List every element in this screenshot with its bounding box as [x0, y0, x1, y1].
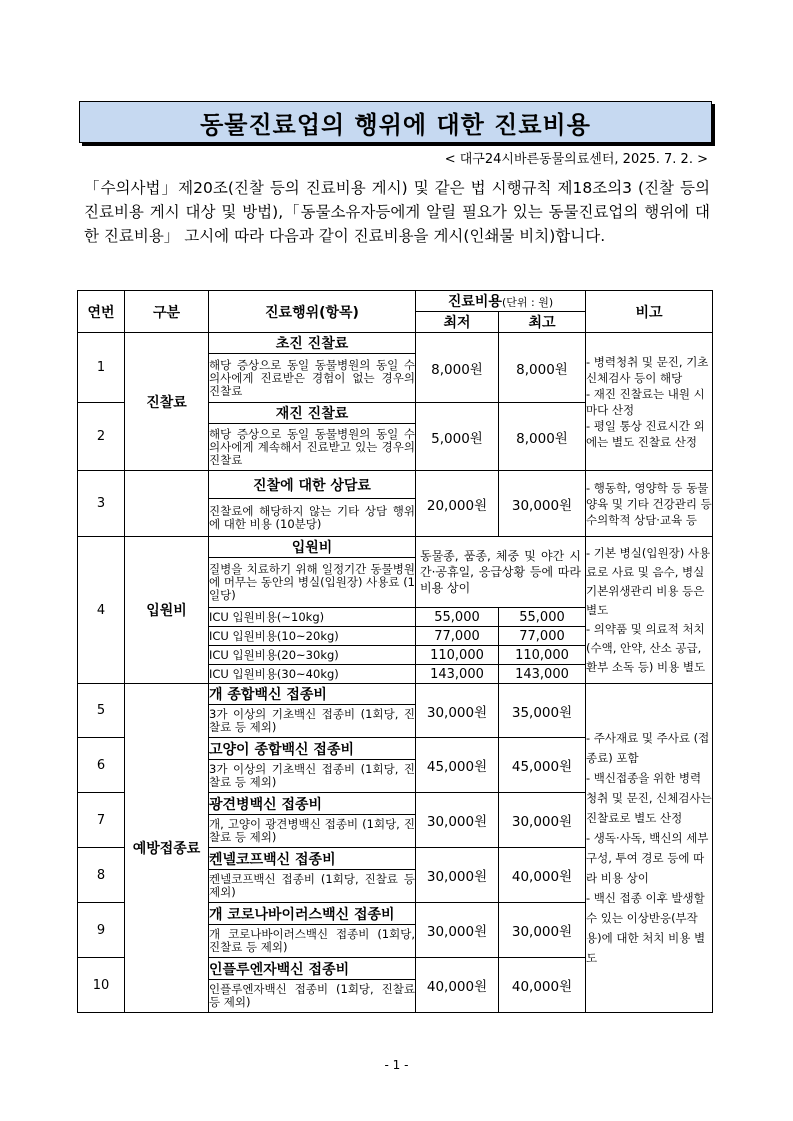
price-min: 45,000원 — [416, 738, 499, 793]
item-title: 고양이 종합백신 접종비 — [209, 738, 416, 760]
header-category: 구분 — [125, 291, 209, 333]
note-counsel: - 행동학, 영양학 등 동물 양육 및 기타 건강관리 등 수의학적 상담·교육 등 — [586, 471, 713, 537]
category-vaccine: 예방접종료 — [125, 684, 209, 1013]
price-min: 30,000원 — [416, 793, 499, 848]
price-min: 30,000원 — [416, 848, 499, 903]
item-title: 초진 진찰료 — [209, 333, 416, 354]
table-row — [78, 333, 713, 354]
icu-max: 110,000 — [499, 646, 586, 665]
item-title: 진찰에 대한 상담료 — [209, 471, 416, 499]
header-cost-unit: (단위 : 원) — [501, 296, 554, 309]
hospital-cost-note: 동물종, 품종, 체중 및 야간 시간·공휴일, 응급상황 등에 따라 비용 상이 — [416, 537, 586, 608]
document-subtitle: < 대구24시바른동물의료센터, 2025. 7. 2. > — [444, 152, 708, 167]
icu-label: ICU 입원비용(20~30kg) — [209, 646, 416, 665]
header-max: 최고 — [499, 312, 586, 333]
header-cost-label: 진료비용 — [447, 294, 502, 310]
icu-max: 143,000 — [499, 665, 586, 684]
table-row — [78, 684, 713, 705]
price-max: 30,000원 — [499, 793, 586, 848]
item-title: 재진 진찰료 — [209, 403, 416, 424]
header-no: 연번 — [78, 291, 125, 333]
row-number: 10 — [78, 958, 125, 1013]
price-min: 8,000원 — [416, 333, 499, 403]
row-number: 1 — [78, 333, 125, 403]
item-title: 광견병백신 접종비 — [209, 793, 416, 815]
note-hospital: - 기본 병실(입원장) 사용료로 사료 및 음수, 병실 기본위생관리 비용 등은 별도 - 의약품 및 의료적 처치(수액, 안약, 산소 공급, 환부 소독 등) 비용 별도 — [586, 537, 713, 684]
price-max: 8,000원 — [499, 403, 586, 471]
fee-table — [77, 290, 713, 1013]
item-desc: 해당 증상으로 동일 동물병원의 동일 수의사에게 계속해서 진료받고 있는 경우의 진찰료 — [209, 424, 416, 471]
header-cost — [416, 291, 586, 312]
category-empty — [125, 471, 209, 537]
row-number: 3 — [78, 471, 125, 537]
price-min: 5,000원 — [416, 403, 499, 471]
item-desc: 켄넬코프백신 접종비 (1회당, 진찰료 등 제외) — [209, 870, 416, 903]
price-max: 30,000원 — [499, 471, 586, 537]
item-title: 개 코로나바이러스백신 접종비 — [209, 903, 416, 925]
row-number: 6 — [78, 738, 125, 793]
row-number: 8 — [78, 848, 125, 903]
icu-label: ICU 입원비용(~10kg) — [209, 608, 416, 627]
item-desc: 3가 이상의 기초백신 접종비 (1회당, 진찰료 등 제외) — [209, 760, 416, 793]
row-number: 4 — [78, 537, 125, 684]
item-title: 인플루엔자백신 접종비 — [209, 958, 416, 980]
page-number: - 1 - — [384, 1058, 409, 1072]
item-desc: 질병을 치료하기 위해 일정기간 동물병원에 머무는 동안의 병실(입원장) 사용료 (1일당) — [209, 558, 416, 608]
header-action: 진료행위(항목) — [209, 291, 416, 333]
category-hospital: 입원비 — [125, 537, 209, 684]
price-max: 35,000원 — [499, 684, 586, 738]
price-min: 30,000원 — [416, 903, 499, 958]
note-vaccine: - 주사재료 및 주사료 (접종료) 포함 - 백신접종을 위한 병력청취 및 문진, 신체검사는 진찰료로 별도 산정 - 생독·사독, 백신의 세부 구성, 투여 경로 등에 따라 비용 상이 - 백신 접종 이후 발생할 수 있는 이상반응(부작용)에 대한 처치 비용 별도 — [586, 684, 713, 1013]
row-number: 9 — [78, 903, 125, 958]
icu-min: 55,000 — [416, 608, 499, 627]
document-title: 동물진료업의 행위에 대한 진료비용 — [79, 101, 712, 143]
item-title: 개 종합백신 접종비 — [209, 684, 416, 705]
item-desc: 진찰료에 해당하지 않는 기타 상담 행위에 대한 비용 (10분당) — [209, 499, 416, 537]
item-desc: 3가 이상의 기초백신 접종비 (1회당, 진찰료 등 제외) — [209, 705, 416, 738]
item-title: 입원비 — [209, 537, 416, 558]
item-desc: 해당 증상으로 동일 동물병원의 동일 수의사에게 진료받은 경험이 없는 경우의 진찰료 — [209, 354, 416, 403]
icu-min: 77,000 — [416, 627, 499, 646]
header-min: 최저 — [416, 312, 499, 333]
price-max: 8,000원 — [499, 333, 586, 403]
table-row — [78, 471, 713, 499]
price-min: 30,000원 — [416, 684, 499, 738]
price-max: 40,000원 — [499, 958, 586, 1013]
row-number: 2 — [78, 403, 125, 471]
row-number: 5 — [78, 684, 125, 738]
item-title: 켄넬코프백신 접종비 — [209, 848, 416, 870]
icu-min: 143,000 — [416, 665, 499, 684]
item-desc: 개 코로나바이러스백신 접종비 (1회당, 진찰료 등 제외) — [209, 925, 416, 958]
intro-paragraph: 「수의사법」제20조(진찰 등의 진료비용 게시) 및 같은 법 시행규칙 제18조의3 (진찰 등의 진료비용 게시 대상 및 방법),「동물소유자등에게 알릴 필요가 있는 동물진료업의 행위에 대한 진료비용」 고시에 따라 다음과 같이 진료비용을 게시(인쇄물 비치)합니다. — [84, 179, 710, 245]
icu-max: 55,000 — [499, 608, 586, 627]
icu-label: ICU 입원비용(10~20kg) — [209, 627, 416, 646]
price-min: 20,000원 — [416, 471, 499, 537]
table-row — [78, 537, 713, 558]
item-desc: 인플루엔자백신 접종비 (1회당, 진찰료 등 제외) — [209, 980, 416, 1013]
item-desc: 개, 고양이 광견병백신 접종비 (1회당, 진찰료 등 제외) — [209, 815, 416, 848]
icu-label: ICU 입원비용(30~40kg) — [209, 665, 416, 684]
price-max: 30,000원 — [499, 903, 586, 958]
header-note: 비고 — [586, 291, 713, 333]
price-max: 45,000원 — [499, 738, 586, 793]
icu-max: 77,000 — [499, 627, 586, 646]
price-min: 40,000원 — [416, 958, 499, 1013]
price-max: 40,000원 — [499, 848, 586, 903]
row-number: 7 — [78, 793, 125, 848]
icu-min: 110,000 — [416, 646, 499, 665]
category-consult: 진찰료 — [125, 333, 209, 471]
note-consult: - 병력청취 및 문진, 기초신체검사 등이 해당 - 재진 진찰료는 내원 시마다 산정 - 평일 통상 진료시간 외에는 별도 진찰료 산정 — [586, 333, 713, 471]
